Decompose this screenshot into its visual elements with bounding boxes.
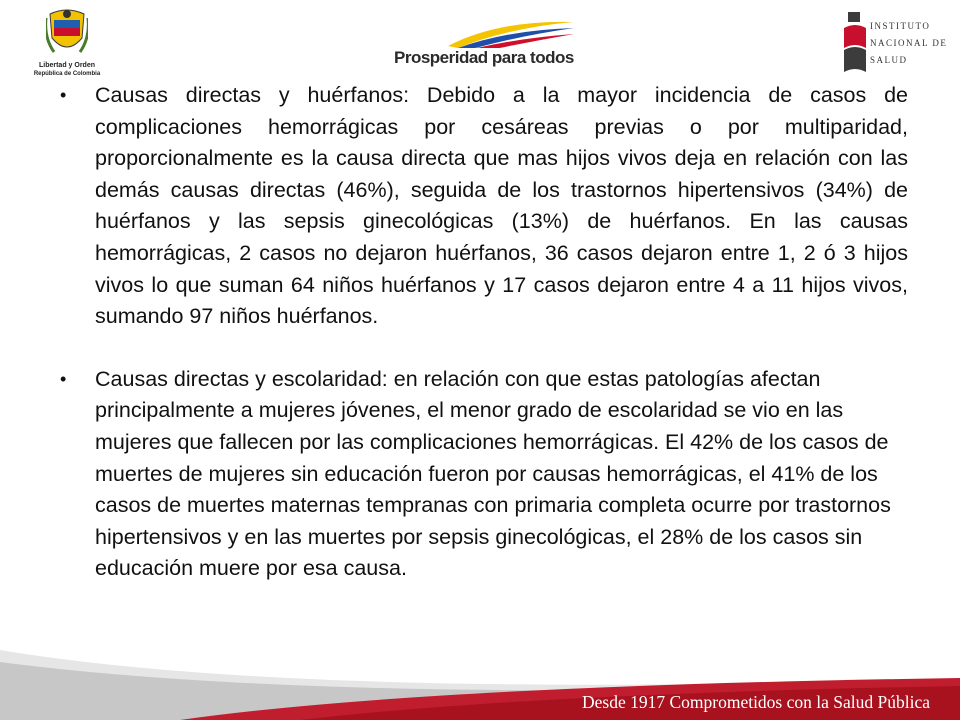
slide-header bbox=[0, 0, 960, 84]
bullet-text: Causas directas y huérfanos: Debido a la mayor incidencia de casos de complicaciones hemorrágicas por cesáreas previas o por multiparidad, proporcionalmente es la causa directa que mas hijos vivos deja en relación con las demás causas directas (46%), seguida de los trastornos hipertensivos (34%) de huérfanos y las sepsis ginecológicas (13%) de huérfanos. En las causas hemorrágicas, 2 casos no dejaron huérfanos, 36 casos dejaron entre 1, 2 ó 3 hijos vivos lo que suman 64 niños huérfanos y 17 casos dejaron entre 4 a 11 hijos vivos, sumando 97 niños huérfanos. bbox=[95, 83, 908, 329]
bullet-item-huerfanos bbox=[60, 80, 908, 333]
slide-footer bbox=[0, 640, 960, 720]
ins-logo bbox=[842, 10, 952, 80]
bullet-icon: • bbox=[60, 368, 67, 389]
ins-line-3: SALUD bbox=[870, 55, 908, 65]
ins-mark-icon bbox=[842, 10, 868, 76]
footer-slogan: Desde 1917 Comprometidos con la Salud Pública bbox=[581, 692, 930, 712]
flag-swoosh-icon bbox=[388, 18, 578, 48]
bullet-text: Causas directas y escolaridad: en relación con que estas patologías afectan principalmente a mujeres jóvenes, el menor grado de escolaridad se vio en las mujeres que fallecen por las complicaciones hemorrágicas. El 42% de los casos de muertes de mujeres sin educación fueron por causas hemorrágicas, el 41% de los casos de muertes maternas tempranas con primaria completa ocurre por trastornos hipertensivos y en las muertes por sepsis ginecológicas, el 28% de los casos sin educación muere por esa causa. bbox=[95, 366, 891, 581]
bullet-icon: • bbox=[60, 85, 67, 105]
ins-name bbox=[870, 18, 947, 69]
prosperidad-logo bbox=[388, 18, 578, 70]
ins-line-2: NACIONAL DE bbox=[870, 38, 948, 48]
slide-content bbox=[60, 80, 908, 585]
bullet-item-escolaridad bbox=[60, 364, 908, 585]
crest-icon bbox=[46, 8, 88, 60]
crest-motto: Libertad y Orden bbox=[38, 62, 95, 69]
colombia-crest-logo bbox=[30, 8, 104, 80]
ins-line-1: INSTITUTO bbox=[870, 21, 931, 31]
prosperidad-text: Prosperidad para todos bbox=[394, 48, 574, 67]
crest-country: República de Colombia bbox=[33, 71, 101, 77]
